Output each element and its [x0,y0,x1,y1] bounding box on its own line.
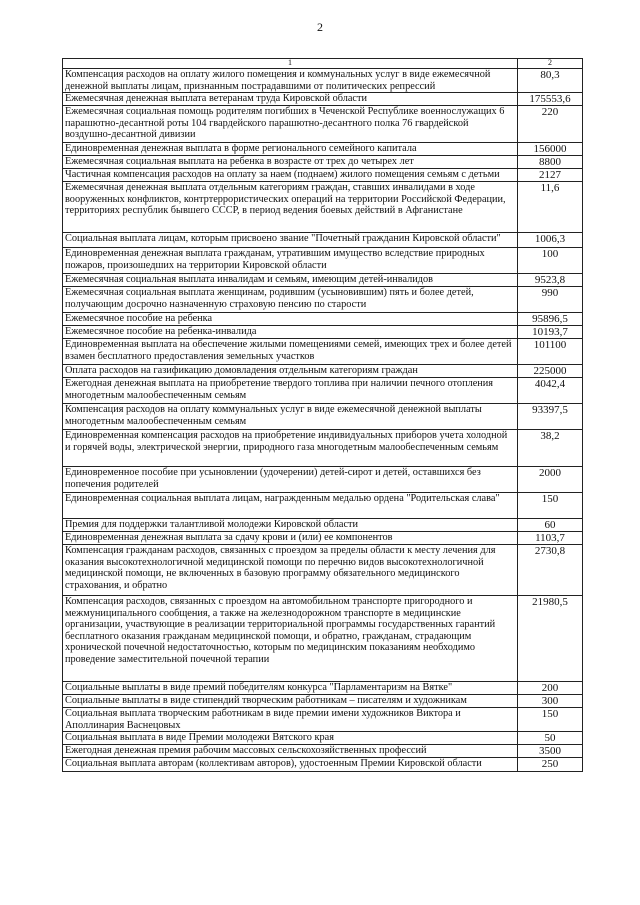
row-label: Социальная выплата творческим работникам в виде премии имени художников Виктора и Аполлинария Васнецовых [63,708,518,732]
row-label: Социальные выплаты в виде премий победителям конкурса "Парламентаризм на Вятке" [63,682,518,695]
row-label: Ежемесячная социальная выплата инвалидам и семьям, имеющим детей-инвалидов [63,274,518,287]
row-value: 80,3 [518,69,583,93]
row-value: 2127 [518,169,583,182]
row-value: 150 [518,708,583,732]
table-row [63,467,583,493]
row-label: Социальные выплаты в виде стипендий творческим работникам – писателям и художникам [63,695,518,708]
table-row [63,182,583,233]
table-row [63,708,583,732]
row-value: 1103,7 [518,532,583,545]
row-value: 300 [518,695,583,708]
row-label: Ежемесячное пособие на ребенка-инвалида [63,326,518,339]
row-value: 100 [518,248,583,274]
row-label: Компенсация расходов на оплату жилого помещения и коммунальных услуг в виде ежемесячной денежной выплаты лицам, признанным пострадавшими от политических репрессий [63,69,518,93]
row-label: Ежемесячная социальная выплата женщинам, родившим (усыновившим) пять и более детей, получающим досрочно назначенную страховую пенсию по старости [63,287,518,313]
row-label: Единовременная денежная выплата гражданам, утратившим имущество вследствие природных пожаров, произошедших на территории Кировской области [63,248,518,274]
row-value: 2730,8 [518,545,583,596]
row-label: Единовременная выплата на обеспечение жилыми помещениями семей, имеющих трех и более детей взамен бесплатного предоставления земельных участков [63,339,518,365]
row-value: 11,6 [518,182,583,233]
row-label: Компенсация расходов на оплату коммунальных услуг в виде ежемесячной денежной выплаты многодетным малообеспеченным семьям [63,404,518,430]
row-value: 2000 [518,467,583,493]
row-label: Социальная выплата авторам (коллективам авторов), удостоенным Премии Кировской области [63,758,518,772]
row-label: Премия для поддержки талантливой молодежи Кировской области [63,519,518,532]
row-label: Частичная компенсация расходов на оплату за наем (поднаем) жилого помещения семьям с детьми [63,169,518,182]
table-row [63,732,583,745]
row-label: Компенсация гражданам расходов, связанных с проездом за пределы области к месту лечения для оказания высокотехнологичной медицинской помощи по перечню видов высокотехнологичной медицинской помощи, не включенных в базовую программу обязательного медицинского страхования, и обратно [63,545,518,596]
row-label: Компенсация расходов, связанных с проездом на автомобильном транспорте пригородного и межмуниципального сообщения, а также на железнодорожном транспорте в медицинские организации, участвующие в реализации территориальной программы государственных гарантий бесплатного оказания гражданам медицинской помощи, и обратно, гражданам, страдающим хронической почечной недостаточностью, которым по медицинским показаниям необходимо проведение заместительной почечной терапии [63,596,518,682]
row-value: 175553,6 [518,93,583,106]
row-label: Ежемесячное пособие на ребенка [63,313,518,326]
row-label: Ежемесячная денежная выплата отдельным категориям граждан, ставших инвалидами в ходе вооруженных конфликтов, контртеррористических операций на территории Российской Федерации, территориях республик бывшего СССР, в период ведения боевых действий в Афганистане [63,182,518,233]
table-row [63,682,583,695]
table-row [63,519,583,532]
row-value: 150 [518,493,583,519]
table-row [63,169,583,182]
table-row [63,143,583,156]
column-header-1: 1 [63,59,518,69]
row-label: Единовременное пособие при усыновлении (удочерении) детей-сирот и детей, оставшихся без попечения родителей [63,467,518,493]
row-label: Ежемесячная денежная выплата ветеранам труда Кировской области [63,93,518,106]
table-row [63,156,583,169]
row-value: 10193,7 [518,326,583,339]
row-value: 93397,5 [518,404,583,430]
table-row [63,274,583,287]
row-label: Единовременная социальная выплата лицам, награжденным медалью ордена "Родительская слава" [63,493,518,519]
page-number: 2 [317,20,323,34]
table-row [63,365,583,378]
row-value: 95896,5 [518,313,583,326]
row-label: Социальная выплата лицам, которым присвоено звание "Почетный гражданин Кировской области" [63,233,518,248]
table-row [63,233,583,248]
table-row [63,532,583,545]
row-label: Социальная выплата в виде Премии молодежи Вятского края [63,732,518,745]
row-value: 8800 [518,156,583,169]
row-value: 38,2 [518,430,583,467]
table-row [63,545,583,596]
table-row [63,596,583,682]
row-value: 50 [518,732,583,745]
table-row [63,313,583,326]
row-value: 9523,8 [518,274,583,287]
table-row [63,378,583,404]
table-row [63,404,583,430]
table-row [63,248,583,274]
table-header-row [63,59,583,69]
row-value: 60 [518,519,583,532]
table-row [63,493,583,519]
expenditure-table [62,58,583,772]
table-row [63,106,583,143]
row-value: 1006,3 [518,233,583,248]
row-label: Ежегодная денежная премия рабочим массовых сельскохозяйственных профессий [63,745,518,758]
row-value: 225000 [518,365,583,378]
row-value: 4042,4 [518,378,583,404]
table-row [63,93,583,106]
table-row [63,339,583,365]
table-row [63,695,583,708]
row-label: Ежемесячная социальная помощь родителям погибших в Чеченской Республике военнослужащих 6 парашютно-десантной роты 104 гвардейского парашютно-десантного полка 76 гвардейской воздушно-десантной дивизии [63,106,518,143]
row-value: 21980,5 [518,596,583,682]
row-label: Единовременная денежная выплата в форме регионального семейного капитала [63,143,518,156]
row-value: 990 [518,287,583,313]
row-value: 156000 [518,143,583,156]
table-row [63,287,583,313]
row-value: 200 [518,682,583,695]
table-row [63,326,583,339]
row-label: Ежемесячная социальная выплата на ребенка в возрасте от трех до четырех лет [63,156,518,169]
table-row [63,69,583,93]
row-label: Оплата расходов на газификацию домовладения отдельным категориям граждан [63,365,518,378]
row-label: Единовременная компенсация расходов на приобретение индивидуальных приборов учета холодной и горячей воды, электрической энергии, природного газа многодетным малообеспеченным семьям [63,430,518,467]
table-row [63,745,583,758]
row-value: 250 [518,758,583,772]
table-row [63,430,583,467]
row-value: 101100 [518,339,583,365]
row-label: Ежегодная денежная выплата на приобретение твердого топлива при наличии печного отопления многодетным малообеспеченным семьям [63,378,518,404]
table-row [63,758,583,772]
row-value: 220 [518,106,583,143]
row-label: Единовременная денежная выплата за сдачу крови и (или) ее компонентов [63,532,518,545]
row-value: 3500 [518,745,583,758]
column-header-2: 2 [518,59,583,69]
